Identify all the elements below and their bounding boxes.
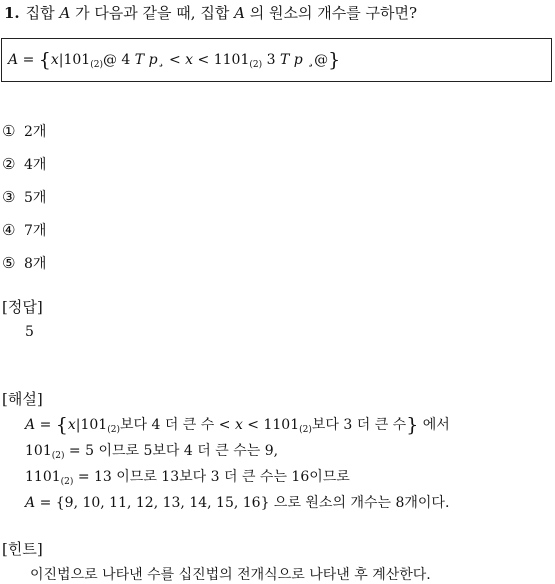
choice-1[interactable] (2, 121, 46, 141)
set-garble2-end: ¸@ (307, 52, 329, 68)
set-n1: 101 (63, 52, 91, 68)
choice-4[interactable] (2, 220, 46, 240)
exp2-n: 101 (25, 443, 52, 459)
set-x: x (50, 52, 59, 68)
set-garble2: 3 (266, 52, 276, 68)
explanation-label: [해설] (2, 390, 43, 408)
choice-4-marker: ④ (2, 221, 16, 239)
choice-2-text: 4개 (24, 157, 47, 173)
set-x2: x (185, 52, 194, 68)
set-garble1-italic: T p (134, 52, 158, 68)
exp1-x2: x (234, 417, 243, 433)
explanation-line-1 (25, 414, 450, 436)
explanation-line-4 (25, 492, 449, 512)
exp1-n1: 101 (80, 417, 108, 433)
question-text-1: 집합 (25, 4, 55, 22)
exp1-a: A (25, 417, 36, 433)
choice-5-text: 8개 (24, 256, 47, 272)
choice-1-text: 2개 (24, 124, 47, 140)
choice-2-marker: ② (2, 155, 16, 173)
exp1-lt1: < (218, 417, 231, 433)
exp3-n: 1101 (25, 469, 61, 485)
answer-label: [정답] (2, 298, 43, 316)
exp1-mid2: 보다 3 더 큰 수 (311, 417, 407, 433)
choice-2[interactable] (2, 154, 46, 174)
exp1-lt2: < (247, 417, 260, 433)
set-sub1: (2) (90, 60, 103, 70)
answer-value: 5 (25, 324, 34, 340)
hint-text: 이진법으로 나타낸 수를 십진법의 전개식으로 나타낸 후 계산한다. (30, 567, 431, 583)
set-garble1-end: ¸ (157, 52, 165, 68)
exp2-rest: = 5 이므로 5보다 4 더 큰 수는 9, (64, 443, 279, 459)
set-definition-box (1, 38, 552, 82)
question-text-3: 의 원소의 개수를 구하면? (249, 4, 417, 22)
exp2-sub: (2) (51, 451, 65, 461)
choice-5[interactable] (2, 253, 46, 273)
exp1-tail: 에서 (422, 417, 450, 433)
set-eq: = (22, 52, 35, 68)
choice-3-text: 5개 (24, 190, 47, 206)
exp1-sub1: (2) (107, 425, 120, 435)
choice-3-marker: ③ (2, 188, 16, 206)
exp4-rest: = {9, 10, 11, 12, 13, 14, 15, 16} 으로 원소의 개수는 8개이다. (35, 495, 450, 511)
exp1-n2: 1101 (263, 417, 300, 433)
set-bar: | (58, 52, 64, 68)
question-var-a: A (59, 4, 71, 22)
exp1-mid1: 보다 4 더 큰 수 (119, 417, 215, 433)
exp1-x: x (67, 417, 76, 433)
choice-3[interactable] (2, 187, 46, 207)
exp1-sub2: (2) (299, 425, 312, 435)
set-lhs: A (8, 52, 19, 68)
exp4-a: A (25, 495, 36, 511)
set-lt1: < (168, 52, 181, 68)
choice-1-marker: ① (2, 122, 16, 140)
question-title (4, 2, 417, 23)
hint-label: [힌트] (2, 540, 43, 558)
exp3-rest: = 13 이므로 13보다 3 더 큰 수는 16이므로 (73, 469, 350, 485)
exp1-eq: = (39, 417, 52, 433)
set-close-brace: } (328, 49, 341, 71)
set-garble1: @ 4 (102, 52, 131, 68)
explanation-line-2 (25, 440, 278, 460)
exp3-sub: (2) (60, 477, 74, 487)
choice-5-marker: ⑤ (2, 254, 16, 272)
choice-4-text: 7개 (24, 223, 47, 239)
exp1-bar: | (75, 417, 81, 433)
set-definition (8, 49, 340, 71)
exp1-open-brace: { (55, 414, 68, 436)
question-var-a-2: A (234, 4, 245, 22)
set-open-brace: { (38, 49, 51, 71)
question-text-2: 가 다음과 같을 때, 집합 (75, 4, 230, 22)
set-lt2: < (197, 52, 210, 68)
set-n2: 1101 (213, 52, 250, 68)
set-garble2-italic: T p (279, 52, 303, 68)
set-sub2: (2) (249, 60, 263, 70)
exp1-close-brace: } (406, 414, 419, 436)
explanation-line-3 (25, 466, 350, 486)
question-number: 1. (4, 4, 20, 22)
